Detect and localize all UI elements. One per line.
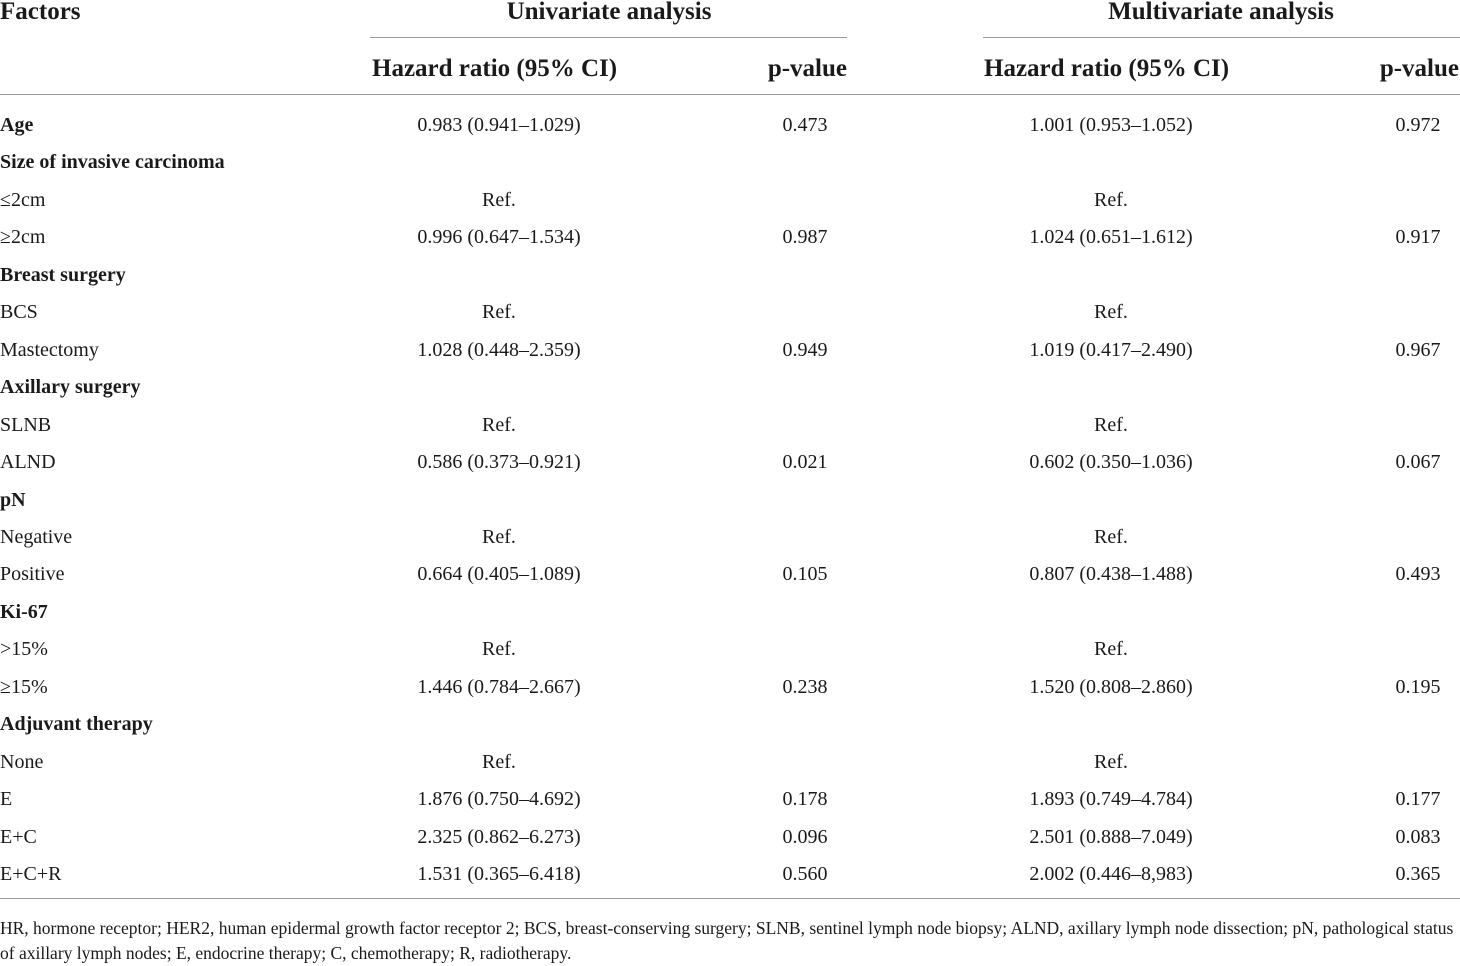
header-uni-p: p-value [767, 55, 847, 82]
row-multi-hr: Ref. [1094, 638, 1128, 660]
row-multi-p: 0.365 [1395, 863, 1441, 885]
row-factor: E+C+R [0, 863, 62, 885]
row-factor: E [0, 788, 13, 810]
header-factors: Factors [0, 0, 81, 25]
row-uni-p: 0.021 [782, 451, 828, 473]
row-uni-p: 0.178 [782, 788, 828, 810]
row-uni-hr: 0.664 (0.405–1.089) [417, 563, 581, 585]
row-multi-hr: Ref. [1094, 189, 1128, 211]
row-uni-p: 0.473 [782, 114, 828, 136]
row-factor: Age [0, 114, 34, 136]
row-factor: SLNB [0, 414, 52, 436]
row-uni-hr: 1.876 (0.750–4.692) [417, 788, 581, 810]
row-uni-hr: Ref. [482, 189, 516, 211]
group-label: pN [0, 489, 26, 511]
row-uni-p: 0.105 [782, 563, 828, 585]
row-uni-hr: 1.446 (0.784–2.667) [417, 676, 581, 698]
row-uni-hr: Ref. [482, 301, 516, 323]
row-multi-p: 0.493 [1395, 563, 1441, 585]
row-factor: None [0, 751, 44, 773]
row-uni-p: 0.987 [782, 226, 828, 248]
row-factor: E+C [0, 826, 37, 848]
footnote: HR, hormone receptor; HER2, human epidermal growth factor receptor 2; BCS, breast-conserving surgery; SLNB, sentinel lymph node biopsy; ALND, axillary lymph node dissection; pN, pathological status of axillary lymph nodes; E, endocrine therapy; C, chemotherapy; R, radiotherapy. [0, 918, 1454, 963]
row-multi-hr: 1.019 (0.417–2.490) [1029, 339, 1193, 361]
header-bottom-rule [0, 94, 1460, 95]
row-uni-hr: Ref. [482, 414, 516, 436]
row-uni-p: 0.949 [782, 339, 828, 361]
row-multi-hr: 1.024 (0.651–1.612) [1029, 226, 1193, 248]
row-uni-hr: Ref. [482, 751, 516, 773]
row-uni-hr: 0.586 (0.373–0.921) [417, 451, 581, 473]
row-factor: BCS [0, 301, 38, 323]
row-multi-hr: Ref. [1094, 526, 1128, 548]
row-factor: Mastectomy [0, 339, 99, 361]
header-uni-hr: Hazard ratio (95% CI) [372, 55, 618, 82]
row-uni-hr: 0.983 (0.941–1.029) [417, 114, 581, 136]
row-multi-hr: 0.602 (0.350–1.036) [1029, 451, 1193, 473]
table-bottom-rule [0, 898, 1460, 899]
row-uni-hr: 2.325 (0.862–6.273) [417, 826, 581, 848]
group-label: Adjuvant therapy [0, 713, 153, 735]
row-factor: ALND [0, 451, 56, 473]
header-multivariate: Multivariate analysis [1108, 0, 1334, 25]
row-factor: >15% [0, 638, 48, 660]
row-uni-hr: Ref. [482, 638, 516, 660]
row-multi-hr: Ref. [1094, 301, 1128, 323]
row-multi-hr: 2.501 (0.888–7.049) [1029, 826, 1193, 848]
group-label: Breast surgery [0, 264, 126, 286]
row-multi-hr: Ref. [1094, 751, 1128, 773]
row-multi-p: 0.067 [1395, 451, 1441, 473]
row-uni-hr: 1.028 (0.448–2.359) [417, 339, 581, 361]
row-factor: Positive [0, 563, 65, 585]
group-label: Size of invasive carcinoma [0, 151, 225, 173]
univariate-span-rule [370, 37, 847, 38]
row-uni-hr: Ref. [482, 526, 516, 548]
row-multi-p: 0.195 [1395, 676, 1441, 698]
group-label: Axillary surgery [0, 376, 141, 398]
row-factor: ≤2cm [0, 189, 46, 211]
header-univariate: Univariate analysis [506, 0, 712, 25]
row-multi-hr: 0.807 (0.438–1.488) [1029, 563, 1193, 585]
row-multi-p: 0.083 [1395, 826, 1441, 848]
row-multi-hr: 1.893 (0.749–4.784) [1029, 788, 1193, 810]
row-uni-p: 0.238 [782, 676, 828, 698]
row-multi-p: 0.917 [1395, 226, 1441, 248]
row-multi-hr: Ref. [1094, 414, 1128, 436]
row-factor: ≥2cm [0, 226, 46, 248]
group-label: Ki-67 [0, 601, 48, 623]
row-multi-hr: 1.520 (0.808–2.860) [1029, 676, 1193, 698]
row-multi-hr: 2.002 (0.446–8,983) [1029, 863, 1193, 885]
row-multi-p: 0.967 [1395, 339, 1441, 361]
row-multi-p: 0.972 [1395, 114, 1441, 136]
multivariate-span-rule [983, 37, 1460, 38]
row-factor: ≥15% [0, 676, 48, 698]
row-multi-p: 0.177 [1395, 788, 1441, 810]
row-uni-p: 0.096 [782, 826, 828, 848]
header-multi-hr: Hazard ratio (95% CI) [984, 55, 1230, 82]
row-uni-hr: 1.531 (0.365–6.418) [417, 863, 581, 885]
header-multi-p: p-value [1379, 55, 1459, 82]
row-uni-p: 0.560 [782, 863, 828, 885]
row-multi-hr: 1.001 (0.953–1.052) [1029, 114, 1193, 136]
row-uni-hr: 0.996 (0.647–1.534) [417, 226, 581, 248]
row-factor: Negative [0, 526, 73, 548]
